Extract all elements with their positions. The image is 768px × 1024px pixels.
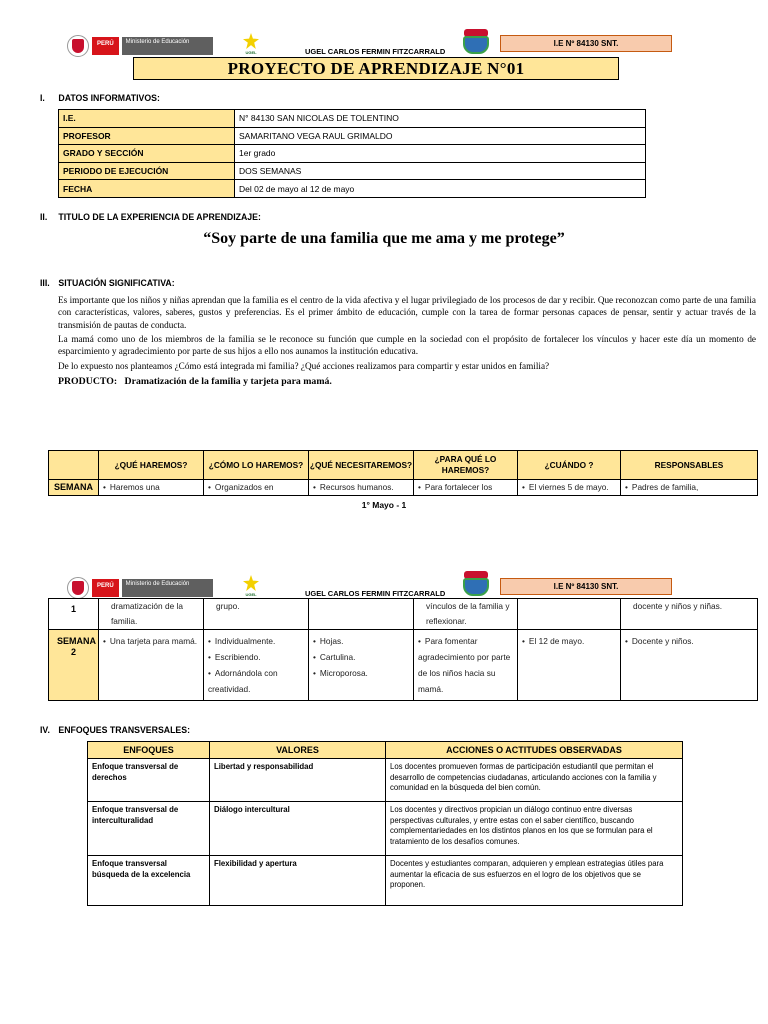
enfoques-header-valores: VALORES: [210, 742, 386, 759]
plan-cell-why: • Para fomentar agradecimiento por parte de los niños hacia su mamá.: [414, 630, 518, 701]
plan-cell-when: • El 12 de mayo.: [518, 630, 621, 701]
week-1-label: SEMANA: [49, 480, 99, 496]
enfoques-header-enfoques: ENFOQUES: [88, 742, 210, 759]
plan-cell: • Haremos una: [99, 480, 204, 496]
ugel-logo-icon: UGEL: [234, 575, 268, 597]
ie-code-box: I.E Nº 84130 SNT.: [500, 35, 672, 52]
plan-cell: vínculos de la familia y reflexionar.: [414, 599, 518, 630]
plan-header-blank: [49, 451, 99, 480]
info-label: PROFESOR: [59, 127, 235, 145]
info-value: N° 84130 SAN NICOLAS DE TOLENTINO: [235, 110, 646, 128]
info-value: Del 02 de mayo al 12 de mayo: [235, 180, 646, 198]
minedu-logo: [67, 35, 213, 57]
info-row: [59, 180, 646, 198]
section-2-heading: II. TITULO DE LA EXPERIENCIA DE APRENDIZAJE:: [40, 212, 261, 223]
section-1-heading: I. DATOS INFORMATIVOS:: [40, 93, 160, 104]
product-line: PRODUCTO: Dramatización de la familia y tarjeta para mamá.: [58, 376, 332, 387]
enfoque-accion: Los docentes y directivos propician un diálogo continuo entre diversas perspectivas culturales, y entre estas con el saber científico, buscando complementariedades en los distintos planos en los que se formulan para el tratamiento de los desafíos comunes.: [386, 802, 683, 856]
plan-header-why: ¿PARA QUÉ LO HAREMOS?: [414, 451, 518, 480]
school-crest-icon: [460, 29, 492, 55]
peru-shield-icon: [67, 577, 89, 599]
enfoque-name: Enfoque transversal de interculturalidad: [88, 802, 210, 856]
enfoque-valor: Flexibilidad y apertura: [210, 856, 386, 906]
situation-paragraph-3: De lo expuesto nos planteamos ¿Cómo está integrada mi familia? ¿Qué acciones realizamos para compartir y estar unidos en familia?: [58, 361, 550, 371]
experience-title: “Soy parte de una familia que me ama y me protege”: [203, 230, 565, 247]
ugel-name-page-2: UGEL CARLOS FERMIN FITZCARRALD: [305, 589, 446, 598]
plan-cell: [309, 599, 414, 630]
enfoque-valor: Libertad y responsabilidad: [210, 759, 386, 802]
plan-table-page-2: [48, 598, 758, 701]
situation-paragraph-1: Es importante que los niños y niñas aprendan que la familia es el centro de la vida afectiva y el lugar privilegiado de los procesos de dar y recibir. Que reconozcan como parte de una familia con características, valores, saberes, gustos y preferencias. Es el primer ámbito de educación, cumple con la tarea de formar personas capaces de pensar, sentir y actuar través de la transmisión de pautas de conducta.: [58, 295, 756, 330]
plan-header-when: ¿CUÁNDO ?: [518, 451, 621, 480]
plan-cell-how: • Individualmente. • Escribiendo. • Adornándola con creatividad.: [204, 630, 309, 701]
plan-table-page-1: [48, 450, 758, 496]
week-2-label: SEMANA 2: [49, 630, 99, 701]
plan-header-how: ¿CÓMO LO HAREMOS?: [204, 451, 309, 480]
info-table: [58, 109, 646, 198]
plan-cell: dramatización de la familia.: [99, 599, 204, 630]
section-4-heading: IV. ENFOQUES TRANSVERSALES:: [40, 725, 191, 736]
info-label: FECHA: [59, 180, 235, 198]
info-row: [59, 145, 646, 163]
plan-cell: docente y niños y niñas.: [621, 599, 758, 630]
plan-cell: • El viernes 5 de mayo.: [518, 480, 621, 496]
section-3-heading: III. SITUACIÓN SIGNIFICATIVA:: [40, 278, 175, 289]
plan-header-who: RESPONSABLES: [621, 451, 758, 480]
ugel-name: UGEL CARLOS FERMIN FITZCARRALD: [305, 47, 446, 56]
enfoque-valor: Diálogo intercultural: [210, 802, 386, 856]
info-label: GRADO Y SECCIÓN: [59, 145, 235, 163]
plan-cell-who: • Docente y niños.: [621, 630, 758, 701]
plan-cell-what: • Una tarjeta para mamá.: [99, 630, 204, 701]
ministry-label: Ministerio de Educación: [122, 37, 214, 55]
enfoque-name: Enfoque transversal de derechos: [88, 759, 210, 802]
info-value: 1er grado: [235, 145, 646, 163]
minedu-logo-page-2: [67, 577, 213, 599]
peru-shield-icon: [67, 35, 89, 57]
info-row: [59, 110, 646, 128]
info-value: SAMARITANO VEGA RAUL GRIMALDO: [235, 127, 646, 145]
info-label: PERIODO DE EJECUCIÓN: [59, 162, 235, 180]
plan-cell: grupo.: [204, 599, 309, 630]
ministry-label: Ministerio de Educación: [122, 579, 214, 597]
enfoques-table: [87, 741, 683, 906]
page-title: PROYECTO DE APRENDIZAJE N°01: [133, 57, 619, 80]
info-label: I.E.: [59, 110, 235, 128]
plan-cell: • Organizados en: [204, 480, 309, 496]
ugel-logo-icon: UGEL: [234, 33, 268, 55]
school-crest-icon: [460, 571, 492, 597]
plan-cell-need: • Hojas. • Cartulina. • Microporosa.: [309, 630, 414, 701]
enfoque-name: Enfoque transversal búsqueda de la excelencia: [88, 856, 210, 906]
enfoque-accion: Los docentes promueven formas de participación estudiantil que permitan el desarrollo de competencias ciudadanas, articulando acciones con la familia y comunidad en la búsqueda del bien común.: [386, 759, 683, 802]
info-value: DOS SEMANAS: [235, 162, 646, 180]
info-row: [59, 127, 646, 145]
enfoques-header-acciones: ACCIONES O ACTITUDES OBSERVADAS: [386, 742, 683, 759]
ie-code-box-page-2: I.E Nº 84130 SNT.: [500, 578, 672, 595]
plan-header-what: ¿QUÉ HAREMOS?: [99, 451, 204, 480]
plan-cell: • Para fortalecer los: [414, 480, 518, 496]
plan-cell: [518, 599, 621, 630]
peru-label: PERÚ: [92, 579, 119, 597]
peru-label: PERÚ: [92, 37, 119, 55]
plan-cell: • Recursos humanos.: [309, 480, 414, 496]
enfoque-accion: Docentes y estudiantes comparan, adquieren y emplean estrategias útiles para aumentar la eficacia de sus esfuerzos en el logro de los objetivos que se proponen.: [386, 856, 683, 906]
info-row: [59, 162, 646, 180]
week-1-number: 1: [49, 599, 99, 630]
situation-paragraph-2: La mamá como uno de los miembros de la familia se le reconoce su función que cumple en la sociedad con el propósito de fortalecer los vínculos y hacer este día un momento de esparcimiento y agradecimiento por parte de sus hijos a ello nos aunamos la institución educativa.: [58, 334, 756, 357]
plan-cell: • Padres de familia,: [621, 480, 758, 496]
plan-header-need: ¿QUÉ NECESITAREMOS?: [309, 451, 414, 480]
page-footer: 1° Mayo - 1: [361, 500, 407, 510]
